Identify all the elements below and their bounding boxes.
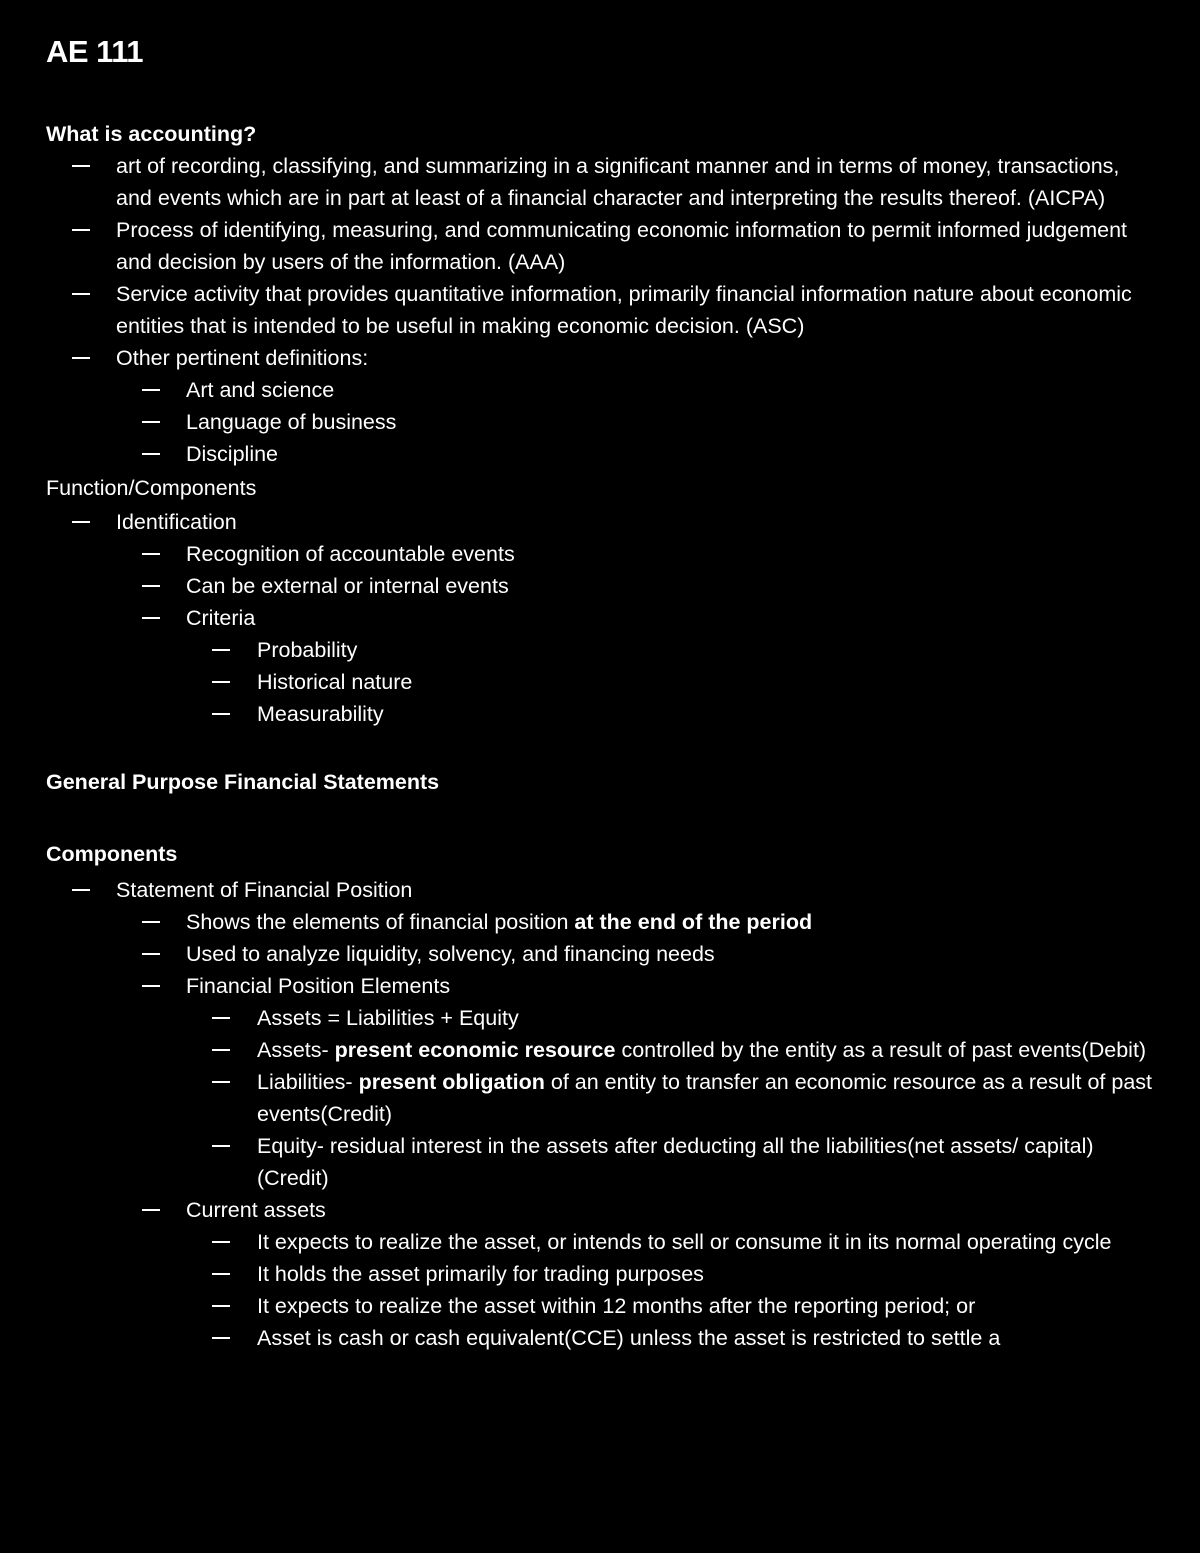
- list-item: [46, 214, 1161, 278]
- list-item: [46, 406, 1161, 438]
- definition-aaa: Process of identifying, measuring, and communicating economic information to permit informed judgement and decision by users of the information. (AAA): [116, 218, 1127, 274]
- list-item: [46, 1322, 1161, 1354]
- list-item: [46, 602, 1161, 634]
- list-item: [46, 278, 1161, 342]
- list-item: [46, 874, 1161, 906]
- element-text: Liabilities-: [257, 1070, 359, 1094]
- accounting-definitions-list: [46, 150, 1161, 470]
- identification-item: Recognition of accountable events: [186, 542, 515, 566]
- list-item: [46, 506, 1161, 538]
- list-item: [46, 1258, 1161, 1290]
- list-item: [46, 1034, 1161, 1066]
- element-text: Equity- residual interest in the assets after deducting all the liabilities(net assets/ capital) (Credit): [257, 1134, 1094, 1190]
- list-item: [46, 538, 1161, 570]
- other-definitions-label: Other pertinent definitions:: [116, 346, 369, 370]
- definition-asc: Service activity that provides quantitative information, primarily financial information nature about economic entities that is intended to be useful in making economic decision. (ASC): [116, 282, 1132, 338]
- identification-label: Identification: [116, 510, 237, 534]
- current-assets-item: It expects to realize the asset, or intends to sell or consume it in its normal operating cycle: [257, 1230, 1112, 1254]
- list-item: [46, 1194, 1161, 1226]
- function-components-list: [46, 506, 1161, 730]
- criteria-item: Historical nature: [257, 670, 413, 694]
- list-item: [46, 1226, 1161, 1258]
- heading-gpfs: General Purpose Financial Statements: [46, 770, 440, 794]
- list-item: [46, 438, 1161, 470]
- list-item: [46, 1290, 1161, 1322]
- document-body: [46, 118, 1161, 1354]
- sfp-item-text: Financial Position Elements: [186, 974, 451, 998]
- accounting-equation: Assets = Liabilities + Equity: [257, 1006, 519, 1030]
- identification-item: Criteria: [186, 606, 256, 630]
- list-item: [46, 342, 1161, 374]
- document-title: AE 111: [46, 34, 143, 69]
- list-item: [46, 906, 1161, 938]
- list-item: [46, 970, 1161, 1002]
- element-emphasis: present economic resource: [334, 1038, 616, 1062]
- sfp-item-emphasis: at the end of the period: [574, 910, 813, 934]
- current-assets-item: It holds the asset primarily for trading purposes: [257, 1262, 704, 1286]
- heading-function-components: Function/Components: [46, 476, 257, 500]
- current-assets-item: It expects to realize the asset within 12 months after the reporting period; or: [257, 1294, 976, 1318]
- list-item: [46, 374, 1161, 406]
- element-emphasis: present obligation: [358, 1070, 545, 1094]
- components-list: [46, 874, 1161, 1354]
- sfp-label: Statement of Financial Position: [116, 878, 413, 902]
- list-item: [46, 698, 1161, 730]
- list-item: [46, 1066, 1161, 1130]
- criteria-item: Probability: [257, 638, 358, 662]
- criteria-item: Measurability: [257, 702, 384, 726]
- other-definition: Language of business: [186, 410, 397, 434]
- element-text: controlled by the entity as a result of past events(Debit): [615, 1038, 1147, 1062]
- heading-what-is-accounting: What is accounting?: [46, 122, 257, 146]
- current-assets-label: Current assets: [186, 1198, 326, 1222]
- sfp-item-text: Used to analyze liquidity, solvency, and financing needs: [186, 942, 715, 966]
- current-assets-item: Asset is cash or cash equivalent(CCE) unless the asset is restricted to settle a: [257, 1326, 1001, 1350]
- other-definition: Discipline: [186, 442, 279, 466]
- element-text: of an entity to transfer an economic resource as a result of past events(Credit): [257, 1070, 1153, 1126]
- element-text: Assets-: [257, 1038, 335, 1062]
- sfp-item-text: Shows the elements of financial position: [186, 910, 575, 934]
- list-item: [46, 1002, 1161, 1034]
- list-item: [46, 938, 1161, 970]
- definition-aicpa: art of recording, classifying, and summarizing in a significant manner and in terms of money, transactions, and events which are in part at least of a financial character and interpreting the results thereof. (AICPA): [116, 154, 1120, 210]
- heading-components: Components: [46, 842, 178, 866]
- list-item: [46, 150, 1161, 214]
- list-item: [46, 1130, 1161, 1194]
- list-item: [46, 634, 1161, 666]
- list-item: [46, 666, 1161, 698]
- list-item: [46, 570, 1161, 602]
- other-definition: Art and science: [186, 378, 335, 402]
- identification-item: Can be external or internal events: [186, 574, 509, 598]
